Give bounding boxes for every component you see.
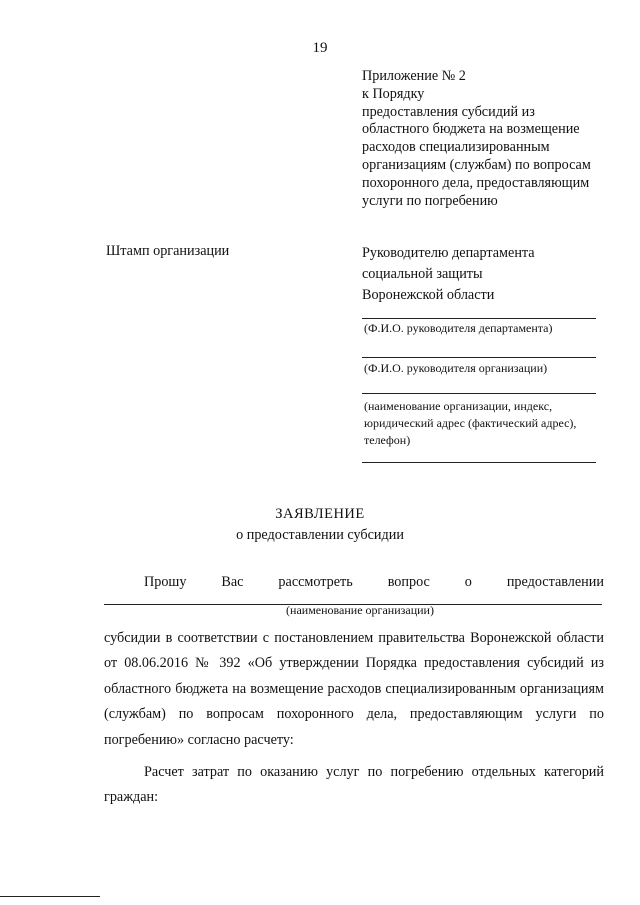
addressee-line: социальной защиты [362, 266, 483, 282]
phone-line [362, 462, 596, 463]
organization-details-caption [364, 398, 624, 449]
document-subtitle: о предоставлении субсидии [236, 527, 404, 543]
addressee-line: Воронежской области [362, 287, 495, 303]
annex-line: расходов специализированным [362, 139, 550, 156]
annex-line: похоронного дела, предоставляющим [362, 174, 590, 191]
annex-line: организациям (службам) по вопросам [362, 156, 591, 173]
caption-line: юридический адрес (фактический адрес), [364, 416, 577, 430]
addressee-block [362, 243, 622, 306]
organization-name-caption: (наименование организации) [286, 603, 434, 617]
request-line [144, 574, 604, 591]
organization-details-line [362, 393, 596, 394]
annex-line: областного бюджета на возмещение [362, 121, 580, 138]
fio-department-caption: (Ф.И.О. руководителя департамента) [364, 321, 553, 335]
request-word: Прошу [144, 574, 187, 590]
annex-line: предоставления субсидий из [362, 103, 535, 120]
fio-organization-caption: (Ф.И.О. руководителя организации) [364, 361, 548, 375]
calculation-paragraph: Расчет затрат по оказанию услуг по погребению отдельных категорий граждан: [104, 764, 604, 806]
fio-department-line [362, 318, 596, 319]
annex-line: Приложение № 2 [362, 68, 466, 84]
document-title: ЗАЯВЛЕНИЕ [275, 506, 365, 522]
page-number: 19 [312, 40, 328, 56]
application-body: субсидии в соответствии с постановлением правительства Воронежской области от 08.06.2016 № 392 «Об утверждении Порядка предоставления субсидий из областного бюджета на возмещение расходов специализированным организациям (службам) по вопросам похоронного дела, предоставляющим услуги по погребению» согласно расчету: [104, 630, 604, 748]
annex-header [362, 68, 632, 210]
annex-line: к Порядку [362, 85, 425, 102]
request-word: вопрос [387, 574, 430, 590]
fio-organization-line [362, 357, 596, 358]
request-word: рассмотреть [278, 574, 353, 590]
request-word: Вас [221, 574, 244, 590]
footnote-separator [0, 896, 100, 897]
caption-line: телефон) [364, 433, 411, 447]
addressee-line: Руководителю департамента [362, 245, 535, 261]
request-word: о [464, 574, 472, 590]
request-word: предоставлении [506, 574, 604, 590]
caption-line: (наименование организации, индекс, [364, 399, 553, 413]
organization-stamp-label: Штамп организации [106, 243, 230, 259]
annex-line: услуги по погребению [362, 192, 498, 209]
